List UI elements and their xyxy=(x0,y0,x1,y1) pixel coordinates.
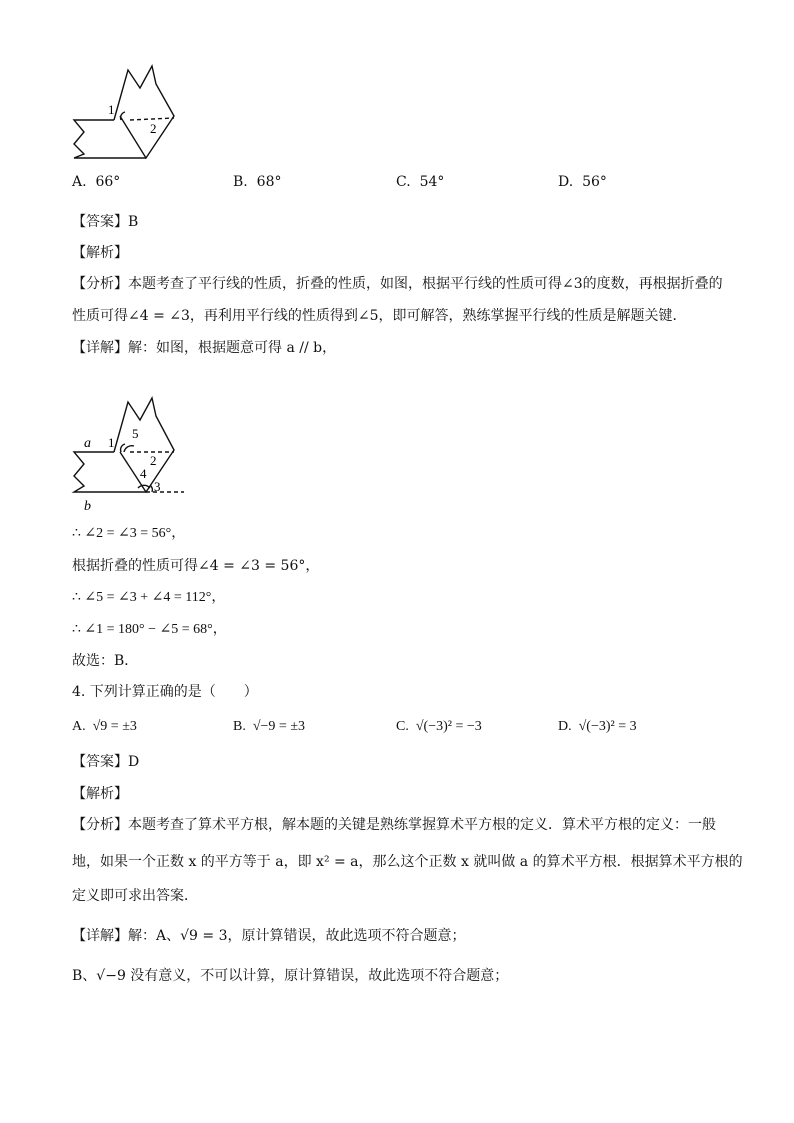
q4-option-c[interactable]: C. √(−3)² = −3 xyxy=(396,719,482,734)
q4-answer: 【答案】D xyxy=(72,754,140,770)
q3-step1: ∴ ∠2 = ∠3 = 56°， xyxy=(72,526,186,541)
label-b: b xyxy=(84,499,91,514)
q4-fenxi-line3: 定义即可求出答案． xyxy=(72,888,198,904)
angle-2-label: 2 xyxy=(150,453,157,468)
q4-option-b[interactable]: B. √−9 = ±3 xyxy=(233,719,306,734)
q4-xiangjie-b: B、√−9 没有意义，不可以计算，原计算错误，故此选项不符合题意； xyxy=(72,968,509,984)
angle-1-label: 1 xyxy=(108,435,115,450)
q3-step2: 根据折叠的性质可得∠4 = ∠3 = 56°， xyxy=(72,558,320,574)
q3-option-c[interactable]: C. 54° xyxy=(396,174,445,190)
q4-xiangjie-a: 【详解】解：A、√9 = 3，原计算错误，故此选项不符合题意； xyxy=(72,928,466,944)
q3-analysis-heading: 【解析】 xyxy=(72,245,128,261)
q3-option-a[interactable]: A. 66° xyxy=(72,174,121,190)
q3-fenxi-line1: 【分析】本题考查了平行线的性质，折叠的性质，如图，根据平行线的性质可得∠3的度数，再根据折叠的 xyxy=(72,276,723,292)
q3-xiangjie-line1: 【详解】解：如图，根据题意可得 a // b， xyxy=(72,340,337,356)
angle-2-label: 2 xyxy=(150,121,157,136)
angle-3-label: 3 xyxy=(154,479,161,494)
q4-stem: 4. 下列计算正确的是（ ） xyxy=(72,684,258,700)
q3-answer: 【答案】B xyxy=(72,214,139,230)
q4-analysis-heading: 【解析】 xyxy=(72,786,128,802)
q4-fenxi-line1: 【分析】本题考查了算术平方根，解本题的关键是熟练掌握算术平方根的定义．算术平方根的定义：一般 xyxy=(72,817,716,833)
angle-4-label: 4 xyxy=(140,466,147,481)
q4-option-d[interactable]: D. √(−3)² = 3 xyxy=(558,719,637,734)
angle-5-label: 5 xyxy=(132,426,139,441)
q3-option-b[interactable]: B. 68° xyxy=(233,174,282,190)
angle-1-label: 1 xyxy=(108,102,115,117)
q3-option-d[interactable]: D. 56° xyxy=(558,174,607,190)
figure-2-folded-strip xyxy=(66,392,196,516)
q3-step3: ∴ ∠5 = ∠3 + ∠4 = 112°， xyxy=(72,590,226,605)
q4-option-a[interactable]: A. √9 = ±3 xyxy=(72,719,137,734)
label-a: a xyxy=(84,436,91,451)
q3-step4: ∴ ∠1 = 180° − ∠5 = 68°， xyxy=(72,622,227,637)
q3-fenxi-line2: 性质可得∠4 = ∠3，再利用平行线的性质得到∠5，即可解答，熟练掌握平行线的性质是解题关键． xyxy=(72,308,687,324)
q3-conclusion: 故选：B． xyxy=(72,653,139,669)
q4-fenxi-line2: 地，如果一个正数 x 的平方等于 a，即 x² = a，那么这个正数 x 就叫做 a 的算术平方根．根据算术平方根的 xyxy=(72,854,743,870)
figure-1-folded-strip xyxy=(66,60,186,166)
